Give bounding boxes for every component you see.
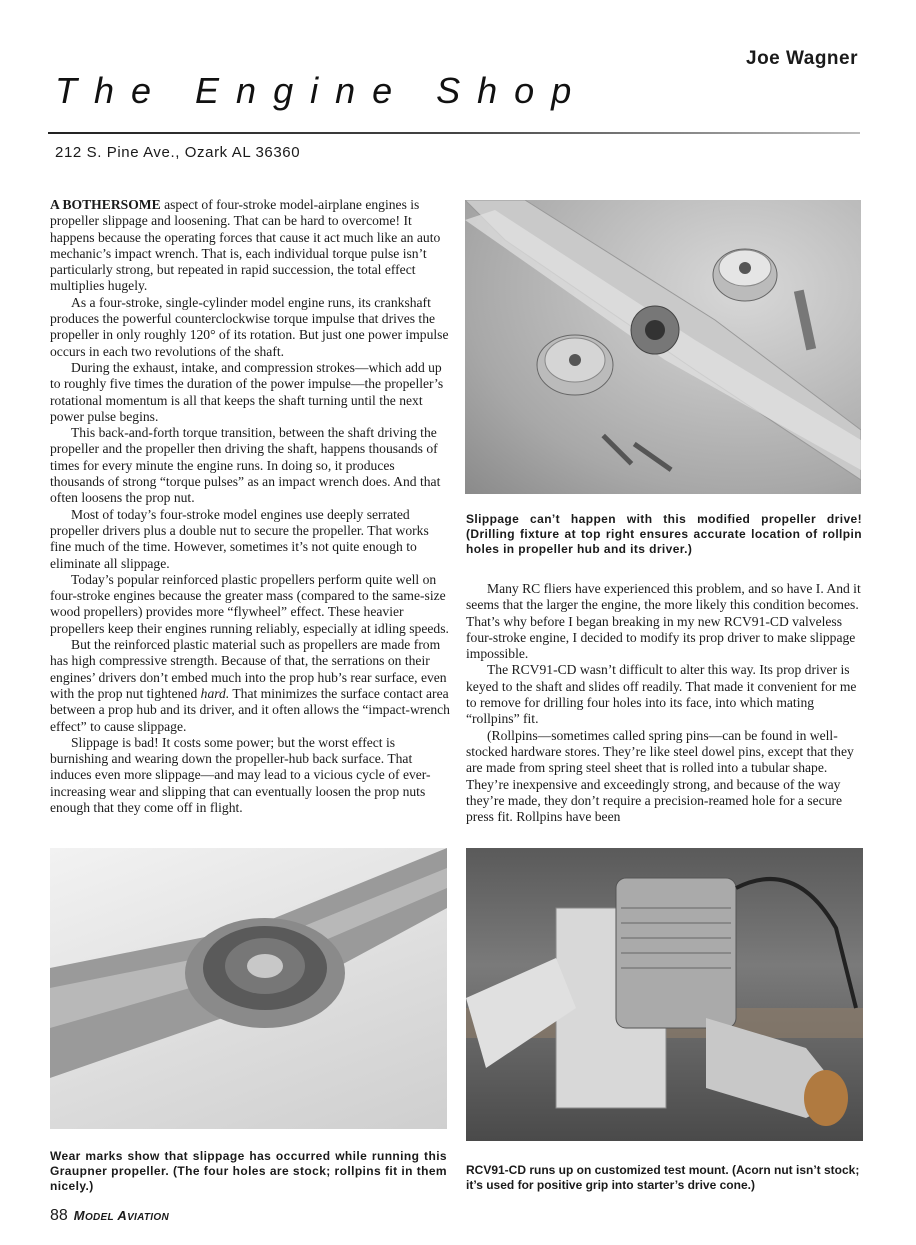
article-paragraph: Most of today’s four-stroke model engines use deeply serrated propeller drivers plus a double nut to secure the propeller. That works fine much of the time. However, sometimes it’s not quite enough to eliminate all slippage. — [50, 506, 429, 571]
article-paragraph: A BOTHERSOME aspect of four-stroke model-airplane engines is propeller slippage and loosening. That can be hard to overcome! It happens because the operating forces that cause it act much like an auto mechanic’s impact wrench. That is, each individual torque pulse isn’t particularly strong, but repeated in rapid succession, the total effect multiplies hugely. — [50, 197, 441, 294]
article-paragraph: But the reinforced plastic material such as propellers are made from has high compressive strength. Because of that, the serrations on their engines’ drivers don’t embed much into the prop hub’s rear surface, even with the prop nut tightened hard. That minimizes the surface contact area between a prop hub and its driver, and it often allows the “impact-wrench effect” to cause slippage. — [50, 637, 450, 734]
propeller-drive-photo — [465, 200, 861, 494]
article-paragraph: This back-and-forth torque transition, between the shaft driving the propeller and the propeller then driving the shaft, happens thousands of times for every minute the engine runs. In doing so, it produces thousands of strong “torque pulses” as an impact wrench does. And that often loosens the prop nut. — [50, 425, 441, 506]
header-divider — [48, 132, 860, 134]
column-title: The Engine Shop — [55, 70, 589, 111]
article-paragraph: Today’s popular reinforced plastic propellers perform quite well on four-stroke engines because the greater mass (compared to the same-size wood propellers) provides more “flywheel” effect. These heavier propellers keep their engines running reliably, especially at idling speeds. — [50, 571, 449, 636]
propeller-hub-photo — [50, 848, 447, 1129]
article-left-column — [50, 197, 450, 816]
page-footer — [50, 1207, 169, 1225]
article-paragraph: Many RC fliers have experienced this problem, and so have I. And it seems that the larger the engine, the more likely this condition becomes. That’s why before I began breaking in my new RCV91-CD valveless four-stroke engine, I decided to modify its prop driver to make slippage impossible. — [466, 581, 861, 662]
author-address: 212 S. Pine Ave., Ozark AL 36360 — [55, 144, 301, 161]
article-paragraph: As a four-stroke, single-cylinder model engine runs, its crankshaft produces the powerful counterclockwise torque impulse that drives the propeller in only roughly 120° of its rotation. But just one power impulse occurs in each two revolutions of the shaft. — [50, 294, 449, 359]
propeller-drive-illustration — [465, 200, 861, 494]
article-paragraph: The RCV91-CD wasn’t difficult to alter this way. Its prop driver is keyed to the shaft and slides off readily. That made it convenient for me to remove for drilling four holes into its face, into which mating “rollpins” fit. — [466, 662, 857, 727]
page-number: 88 — [50, 1207, 68, 1224]
figure-caption-top-right: Slippage can’t happen with this modified propeller drive! (Drilling fixture at top right ensures accurate location of rollpin holes in propeller hub and its driver.) — [466, 512, 862, 556]
engine-illustration — [466, 848, 863, 1141]
article-paragraph: Slippage is bad! It costs some power; but the worst effect is burnishing and wearing down the propeller-hub back surface. That induces even more slippage—and may lead to a vicious cycle of ever-increasing wear and slipping that can eventually loosen the prop nuts enough that they come off in flight. — [50, 734, 431, 815]
emphasis: hard. — [200, 685, 230, 701]
engine-test-mount-photo — [466, 848, 863, 1141]
figure-caption-bottom-left: Wear marks show that slippage has occurred while running this Graupner propeller. (The four holes are stock; rollpins fit in them nicely.) — [50, 1149, 447, 1193]
article-paragraph: During the exhaust, intake, and compression strokes—which add up to roughly five times the duration of the power impulse—the propeller’s rotational momentum is all that keeps the shaft turning until the next power pulse begins. — [50, 359, 444, 424]
author-name: Joe Wagner — [746, 48, 858, 69]
figure-caption-bottom-right: RCV91-CD runs up on customized test mount. (Acorn nut isn’t stock; it’s used for positive grip into starter’s drive cone.) — [466, 1163, 860, 1192]
lead-in: A BOTHERSOME — [50, 197, 161, 212]
magazine-name: MODEL AVIATION — [73, 1208, 169, 1223]
article-paragraph: (Rollpins—sometimes called spring pins—can be found in well-stocked hardware stores. They’re like steel dowel pins, except that they are made from spring steel sheet that is rolled into a tubular shape. They’re inexpensive and exceedingly strong, and because of the way they’re made, they don’t require a precision-reamed hole for a secure press fit. Rollpins have been — [466, 727, 854, 825]
article-right-column — [466, 581, 862, 825]
propeller-hub-illustration — [50, 848, 447, 1129]
